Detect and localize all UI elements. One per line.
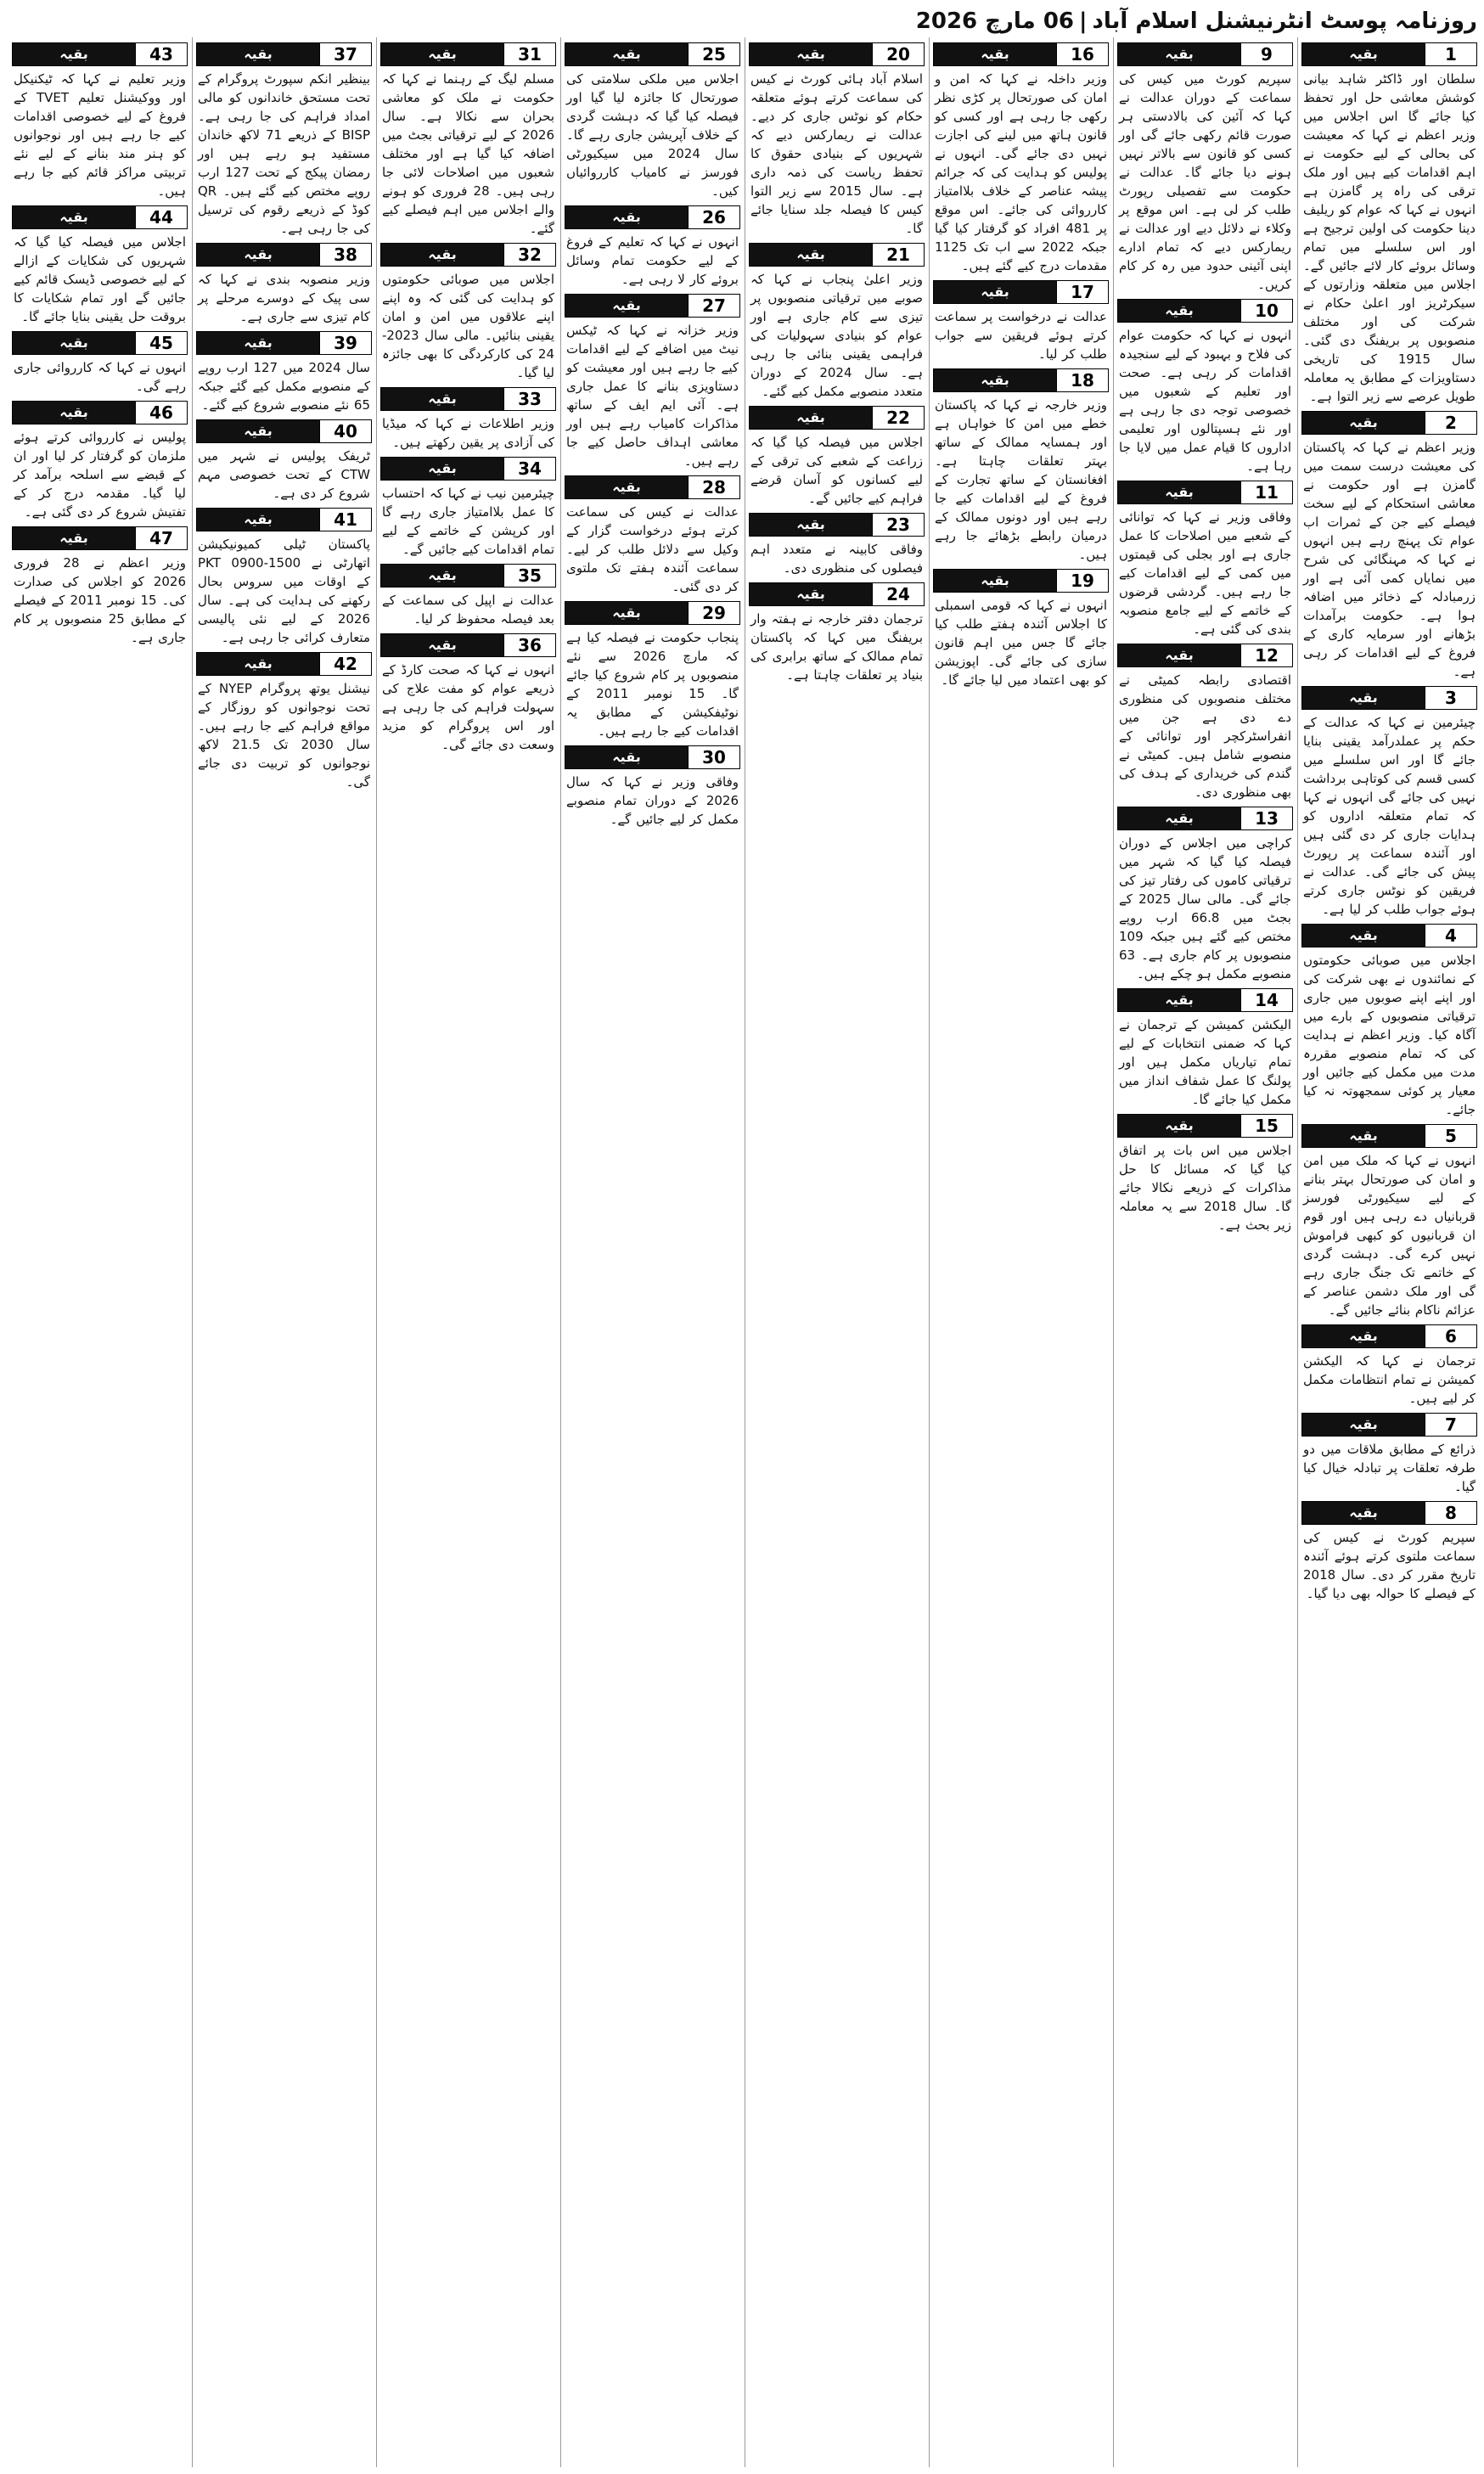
continuation-number: 10 <box>1240 300 1292 322</box>
continuation-label: بقیہ <box>381 634 503 656</box>
continuation-label: بقیہ <box>1302 1414 1425 1436</box>
article-text: سپریم کورٹ نے کیس کی سماعت ملتوی کرتے ہوئے آئندہ تاریخ مقرر کر دی۔ سال 2018 کے فیصلے کا حوالہ بھی دیا گیا۔ <box>1303 1530 1476 1601</box>
continuation-header <box>749 42 925 66</box>
article-text: سپریم کورٹ میں کیس کی سماعت کے دوران عدالت نے کہا کہ آئین کی بالادستی ہر صورت قائم رکھی جائے گی اور کسی کو قانون سے بالاتر نہیں ہونے دیا جائے گا۔ عدالت نے حکومت سے تفصیلی رپورٹ طلب کر لی ہے۔ اس موقع پر وکلاء نے دلائل دیے اور عدالت نے ریمارکس دیے کہ تمام ادارے اپنی آئینی حدود میں رہ کر کام کریں۔ <box>1119 71 1291 292</box>
continuation-label: بقیہ <box>13 206 135 228</box>
article-text: اجلاس میں اس بات پر اتفاق کیا گیا کہ مسائل کا حل مذاکرات کے ذریعے نکالا جائے گا۔ سال 2018 سے یہ معاملہ زیر بحث ہے۔ <box>1119 1143 1291 1233</box>
article-text: چیئرمین نے کہا کہ عدالت کے حکم پر عملدرآمد یقینی بنایا جائے گا اور اس سلسلے میں کسی قسم کی کوتاہی برداشت نہیں کی جائے گی انہوں نے کہا کہ تمام متعلقہ اداروں کو ہدایات جاری کر دی گئی ہیں اور آئندہ سماعت پر رپورٹ پیش کی جائے گی۔ عدالت نے فریقین کو نوٹس جاری کرتے ہوئے جواب طلب کر لیا ہے۔ <box>1303 715 1476 917</box>
continuation-header <box>1117 42 1293 66</box>
article-text: وزیر داخلہ نے کہا کہ امن و امان کی صورتحال پر کڑی نظر رکھی جا رہی ہے اور کسی کو قانون ہاتھ میں لینے کی اجازت نہیں دی جائے گی۔ انہوں نے پولیس کو ہدایت کی کہ جرائم پیشہ عناصر کے خلاف بلاامتیاز کارروائی کی جائے۔ اس موقع پر 481 افراد کو گرفتار کیا گیا جبکہ 2022 سے اب تک 1125 مقدمات درج کیے گئے ہیں۔ <box>935 71 1107 273</box>
column-1 <box>1301 37 1477 2467</box>
continuation-header <box>933 368 1109 392</box>
continuation-label: بقیہ <box>565 206 688 228</box>
continuation-label: بقیہ <box>1302 687 1425 709</box>
continuation-number: 3 <box>1425 687 1476 709</box>
continuation-number: 13 <box>1240 807 1292 829</box>
article-text: ترجمان نے کہا کہ الیکشن کمیشن نے تمام انتظامات مکمل کر لیے ہیں۔ <box>1303 1353 1476 1406</box>
paper-name: روزنامہ پوسٹ انٹرنیشنل اسلام آباد <box>1092 8 1477 34</box>
continuation-header <box>1301 42 1477 66</box>
continuation-header <box>749 582 925 606</box>
continuation-label: بقیہ <box>1118 807 1240 829</box>
article-text: سلطان اور ڈاکٹر شاہد بیانی کوشش معاشی حل اور تحفظ کیا جائے گا اس اجلاس میں وزیر اعظم نے کہا کہ معیشت کی بحالی کے لیے حکومت نے اہم اقدامات کیے ہیں اور ملک ترقی کی راہ پر گامزن ہے انہوں نے کہا کہ عوام کو ریلیف دینا حکومت کی اولین ترجیح ہے اور اس سلسلے میں تمام وسائل بروئے کار لائے جائیں گے۔ اجلاس میں متعلقہ وزارتوں کے سیکرٹریز اور اعلیٰ حکام نے شرکت کی اور مختلف منصوبوں پر بریفنگ دی گئی۔ سال 1915 کی تاریخی دستاویزات کے مطابق یہ معاملہ طویل عرصے سے زیر التوا ہے۔ <box>1303 71 1476 404</box>
continuation-number: 28 <box>688 476 739 498</box>
article-text: انہوں نے کہا کہ قومی اسمبلی کا اجلاس آئندہ ہفتے طلب کیا جائے گا جس میں اہم قانون سازی کی جائے گی۔ اپوزیشن کو بھی اعتماد میں لیا جائے گا۔ <box>935 598 1107 688</box>
continuation-number: 17 <box>1056 281 1108 303</box>
continuation-number: 14 <box>1240 989 1292 1011</box>
continuation-label: بقیہ <box>13 402 135 424</box>
article-text: عدالت نے اپیل کی سماعت کے بعد فیصلہ محفوظ کر لیا۔ <box>382 593 554 627</box>
article-text: الیکشن کمیشن کے ترجمان نے کہا کہ ضمنی انتخابات کے لیے تمام تیاریاں مکمل ہیں اور پولنگ کا عمل شفاف انداز میں مکمل کیا جائے گا۔ <box>1119 1017 1291 1107</box>
column-divider <box>929 37 930 2467</box>
continuation-label: بقیہ <box>381 43 503 65</box>
continuation-label: بقیہ <box>565 43 688 65</box>
article-text: انہوں نے کہا کہ تعلیم کے فروغ کے لیے حکومت تمام وسائل بروئے کار لا رہی ہے۔ <box>566 234 739 287</box>
continuation-header <box>196 652 372 676</box>
column-7 <box>196 37 372 2467</box>
continuation-number: 43 <box>135 43 187 65</box>
continuation-label: بقیہ <box>1302 412 1425 434</box>
continuation-label: بقیہ <box>197 509 319 531</box>
continuation-header <box>380 633 556 657</box>
continuation-number: 20 <box>872 43 924 65</box>
article-text: عدالت نے کیس کی سماعت کرتے ہوئے درخواست گزار کے وکیل سے دلائل طلب کر لیے۔ سماعت آئندہ ہفتے تک ملتوی کر دی گئی۔ <box>566 504 739 594</box>
continuation-header <box>749 243 925 267</box>
continuation-number: 42 <box>319 653 371 675</box>
continuation-number: 35 <box>503 565 555 587</box>
column-divider <box>376 37 377 2467</box>
article-text: اجلاس میں صوبائی حکومتوں کو ہدایت کی گئی کہ وہ اپنے اپنے علاقوں میں امن و امان یقینی بنائیں۔ مالی سال 2023-24 کی کارکردگی کا بھی جائزہ لیا گیا۔ <box>382 272 554 380</box>
continuation-label: بقیہ <box>1118 1115 1240 1137</box>
article-text: انہوں نے کہا کہ صحت کارڈ کے ذریعے عوام کو مفت علاج کی سہولت فراہم کی جا رہی ہے اور اس پروگرام کو مزید وسعت دی جائے گی۔ <box>382 662 554 752</box>
continuation-header <box>380 457 556 481</box>
continuation-header <box>1301 686 1477 710</box>
column-5 <box>565 37 740 2467</box>
article-text: بینظیر انکم سپورٹ پروگرام کے تحت مستحق خاندانوں کو مالی امداد فراہم کی جا رہی ہے۔ BISP کے ذریعے 71 لاکھ خاندان مستفید ہو رہے ہیں اور رمضان پیکج کے تحت 127 ارب روپے مختص کیے گئے ہیں۔ QR کوڈ کے ذریعے رقوم کی ترسیل کی جا رہی ہے۔ <box>198 71 370 236</box>
continuation-label: بقیہ <box>565 602 688 624</box>
continuation-header <box>196 243 372 267</box>
continuation-number: 2 <box>1425 412 1476 434</box>
continuation-header <box>380 243 556 267</box>
article-text: پاکستان ٹیلی کمیونیکیشن اتھارٹی نے PKT 0900-1500 کے اوقات میں سروس بحال رکھنے کی ہدایت کی ہے۔ سال 2026 کے لیے نئی پالیسی متعارف کرائی جا رہی ہے۔ <box>198 537 370 645</box>
continuation-label: بقیہ <box>1302 1125 1425 1147</box>
continuation-header <box>1301 1413 1477 1437</box>
column-3 <box>933 37 1109 2467</box>
continuation-number: 12 <box>1240 644 1292 666</box>
continuation-header <box>933 42 1109 66</box>
continuation-number: 15 <box>1240 1115 1292 1137</box>
continuation-number: 6 <box>1425 1325 1476 1347</box>
article-text: وزیر اعلیٰ پنجاب نے کہا کہ صوبے میں ترقیاتی منصوبوں پر تیزی سے کام جاری ہے اور عوام کو بنیادی سہولیات کی فراہمی یقینی بنائی جا رہی ہے۔ سال 2024 کے دوران متعدد منصوبے مکمل کیے گئے۔ <box>750 272 923 399</box>
article-text: اجلاس میں ملکی سلامتی کی صورتحال کا جائزہ لیا گیا اور فیصلہ کیا گیا کہ دہشت گردی کے خلاف آپریشن جاری رہے گا۔ سال 2024 میں سیکیورٹی فورسز نے کامیاب کارروائیاں کیں۔ <box>566 71 739 199</box>
article-text: وفاقی کابینہ نے متعدد اہم فیصلوں کی منظوری دی۔ <box>750 542 923 576</box>
continuation-number: 38 <box>319 244 371 266</box>
continuation-number: 26 <box>688 206 739 228</box>
continuation-number: 8 <box>1425 1502 1476 1524</box>
continuation-number: 21 <box>872 244 924 266</box>
continuation-label: بقیہ <box>1118 481 1240 503</box>
masthead: روزنامہ پوسٹ انٹرنیشنل اسلام آباد|06 مارچ 2026 <box>915 8 1477 34</box>
continuation-header <box>1117 1114 1293 1138</box>
continuation-label: بقیہ <box>565 746 688 768</box>
article-text: سال 2024 میں 127 ارب روپے کے منصوبے مکمل کیے گئے جبکہ 65 نئے منصوبے شروع کیے گئے۔ <box>198 360 371 413</box>
article-text: پولیس نے کارروائی کرتے ہوئے ملزمان کو گرفتار کر لیا اور ان کے قبضے سے اسلحہ برآمد کر لیا گیا۔ مقدمہ درج کر کے تفتیش شروع کر دی گئی ہے۔ <box>14 430 186 520</box>
continuation-number: 24 <box>872 583 924 605</box>
continuation-number: 11 <box>1240 481 1292 503</box>
continuation-header <box>565 745 740 769</box>
article-text: کراچی میں اجلاس کے دوران فیصلہ کیا گیا کہ شہر میں ترقیاتی کاموں کی رفتار تیز کی جائے گی۔ مالی سال 2025 کے بجٹ میں 66.8 ارب روپے مختص کیے گئے ہیں جبکہ 109 منصوبوں پر کام جاری ہے۔ 63 منصوبے مکمل ہو چکے ہیں۔ <box>1119 835 1292 981</box>
continuation-header <box>380 42 556 66</box>
continuation-label: بقیہ <box>934 281 1056 303</box>
article-text: اسلام آباد ہائی کورٹ نے کیس کی سماعت کرتے ہوئے متعلقہ حکام کو نوٹس جاری کر دیے۔ عدالت نے ریمارکس دیے کہ شہریوں کے بنیادی حقوق کا تحفظ ریاست کی ذمہ داری ہے۔ سال 2015 سے زیر التوا کیس کا فیصلہ جلد سنایا جائے گا۔ <box>750 71 923 236</box>
continuation-number: 4 <box>1425 925 1476 947</box>
continuation-number: 45 <box>135 332 187 354</box>
continuation-number: 33 <box>503 388 555 410</box>
continuation-label: بقیہ <box>934 369 1056 391</box>
continuation-label: بقیہ <box>1118 43 1240 65</box>
continuation-label: بقیہ <box>750 43 872 65</box>
article-text: انہوں نے کہا کہ حکومت عوام کی فلاح و بہبود کے لیے سنجیدہ اقدامات کر رہی ہے۔ صحت اور تعلیم کے شعبوں میں خصوصی توجہ دی جا رہی ہے اور نئے ہسپتالوں اور تعلیمی اداروں کا قیام عمل میں لایا جا رہا ہے۔ <box>1119 328 1291 474</box>
continuation-number: 27 <box>688 295 739 317</box>
continuation-label: بقیہ <box>1302 925 1425 947</box>
continuation-header <box>380 387 556 411</box>
continuation-header <box>1301 1501 1477 1525</box>
article-text: وزیر اعظم نے 28 فروری 2026 کو اجلاس کی صدارت کی۔ 15 نومبر 2011 کے فیصلے کے مطابق 25 منصوبوں پر کام جاری ہے۔ <box>14 555 187 645</box>
continuation-header <box>1301 1124 1477 1148</box>
continuation-header <box>196 331 372 355</box>
article-text: اجلاس میں صوبائی حکومتوں کے نمائندوں نے بھی شرکت کی اور اپنے اپنے صوبوں میں جاری ترقیاتی منصوبوں کے بارے میں آگاہ کیا۔ وزیر اعظم نے ہدایت کی کہ تمام منصوبے مقررہ مدت میں مکمل کیے جائیں اور معیار پر کوئی سمجھوتہ نہ کیا جائے۔ <box>1303 953 1476 1117</box>
continuation-header <box>565 294 740 318</box>
article-text: وفاقی وزیر نے کہا کہ توانائی کے شعبے میں اصلاحات کا عمل جاری ہے اور بجلی کی قیمتوں میں کمی کے لیے اقدامات کیے جا رہے ہیں۔ گردشی قرضوں کے خاتمے کے لیے جامع منصوبہ بندی کی گئی ہے۔ <box>1119 509 1291 637</box>
article-text: اجلاس میں فیصلہ کیا گیا کہ زراعت کے شعبے کی ترقی کے لیے کسانوں کو آسان قرضے فراہم کیے جائیں گے۔ <box>750 435 923 506</box>
continuation-header <box>12 401 188 425</box>
column-4 <box>749 37 925 2467</box>
issue-date: 06 مارچ 2026 <box>915 8 1074 34</box>
continuation-header <box>12 526 188 550</box>
continuation-label: بقیہ <box>1118 644 1240 666</box>
continuation-number: 18 <box>1056 369 1108 391</box>
continuation-header <box>380 564 556 588</box>
article-text: ذرائع کے مطابق ملاقات میں دو طرفہ تعلقات پر تبادلہ خیال کیا گیا۔ <box>1303 1442 1476 1494</box>
column-divider <box>1113 37 1114 2467</box>
article-text: انہوں نے کہا کہ ملک میں امن و امان کی صورتحال بہتر بنانے کے لیے سیکیورٹی فورسز قربانیاں دے رہی ہیں اور قوم ان قربانیوں کو کبھی فراموش نہیں کرے گی۔ دہشت گردی کے خاتمے تک جنگ جاری رہے گی اور ملک دشمن عناصر کے عزائم ناکام بنائے جائیں گے۔ <box>1303 1153 1476 1318</box>
continuation-header <box>1117 988 1293 1012</box>
column-divider <box>192 37 193 2467</box>
continuation-number: 25 <box>688 43 739 65</box>
continuation-header <box>565 42 740 66</box>
continuation-label: بقیہ <box>750 244 872 266</box>
continuation-label: بقیہ <box>750 514 872 536</box>
continuation-label: بقیہ <box>934 570 1056 592</box>
article-text: وزیر خزانہ نے کہا کہ ٹیکس نیٹ میں اضافے کے لیے اقدامات کیے جا رہے ہیں اور معیشت کو دستاویزی بنانے کا عمل جاری ہے۔ آئی ایم ایف کے ساتھ مذاکرات کامیاب رہے ہیں اور معاشی اہداف حاصل کیے جا رہے ہیں۔ <box>566 323 739 469</box>
continuation-number: 1 <box>1425 43 1476 65</box>
continuation-header <box>1117 299 1293 323</box>
continuation-label: بقیہ <box>197 420 319 442</box>
column-8 <box>12 37 188 2467</box>
continuation-label: بقیہ <box>197 244 319 266</box>
continuation-label: بقیہ <box>1302 1325 1425 1347</box>
continuation-header <box>12 331 188 355</box>
continuation-number: 36 <box>503 634 555 656</box>
continuation-label: بقیہ <box>750 407 872 429</box>
continuation-header <box>12 42 188 66</box>
continuation-number: 46 <box>135 402 187 424</box>
continuation-label: بقیہ <box>13 527 135 549</box>
continuation-number: 29 <box>688 602 739 624</box>
continuation-label: بقیہ <box>381 565 503 587</box>
column-divider <box>560 37 561 2467</box>
article-text: اجلاس میں فیصلہ کیا گیا کہ شہریوں کی شکایات کے ازالے کے لیے خصوصی ڈیسک قائم کیے جائیں گے اور تمام شکایات کا بروقت حل یقینی بنایا جائے گا۔ <box>14 234 186 324</box>
article-text: ٹریفک پولیس نے شہر میں CTW کے تحت خصوصی مہم شروع کر دی ہے۔ <box>198 448 370 501</box>
continuation-number: 34 <box>503 458 555 480</box>
article-text: اقتصادی رابطہ کمیٹی نے مختلف منصوبوں کی منظوری دے دی ہے جن میں انفراسٹرکچر اور توانائی کے منصوبے شامل ہیں۔ کمیٹی نے گندم کی خریداری کے ہدف کی بھی منظوری دی۔ <box>1119 672 1291 800</box>
continuation-header <box>1301 1324 1477 1348</box>
continuation-number: 16 <box>1056 43 1108 65</box>
continuation-label: بقیہ <box>1302 43 1425 65</box>
column-6 <box>380 37 556 2467</box>
continuation-number: 31 <box>503 43 555 65</box>
continuation-label: بقیہ <box>13 43 135 65</box>
continuation-number: 22 <box>872 407 924 429</box>
continuation-label: بقیہ <box>750 583 872 605</box>
continuation-number: 19 <box>1056 570 1108 592</box>
continuation-number: 9 <box>1240 43 1292 65</box>
article-text: نیشنل یوتھ پروگرام NYEP کے تحت نوجوانوں کو روزگار کے مواقع فراہم کیے جا رہے ہیں۔ سال 2030 تک 21.5 لاکھ نوجوانوں کو تربیت دی جائے گی۔ <box>198 681 371 790</box>
article-text: انہوں نے کہا کہ کارروائی جاری رہے گی۔ <box>14 360 186 394</box>
continuation-number: 30 <box>688 746 739 768</box>
continuation-number: 7 <box>1425 1414 1476 1436</box>
column-divider <box>1297 37 1298 2467</box>
article-text: وزیر تعلیم نے کہا کہ ٹیکنیکل اور ووکیشنل تعلیم TVET کے فروغ کے لیے خصوصی اقدامات کیے جا رہے ہیں اور نوجوانوں کو ہنر مند بنانے کے لیے نئے تربیتی مراکز قائم کیے جا رہے ہیں۔ <box>14 71 186 199</box>
continuation-label: بقیہ <box>1118 300 1240 322</box>
continuation-number: 32 <box>503 244 555 266</box>
continuation-header <box>196 419 372 443</box>
continuation-header <box>565 475 740 499</box>
continuation-label: بقیہ <box>197 43 319 65</box>
continuation-header <box>749 513 925 537</box>
continuation-label: بقیہ <box>934 43 1056 65</box>
continuation-number: 5 <box>1425 1125 1476 1147</box>
continuation-label: بقیہ <box>565 295 688 317</box>
article-text: وزیر اعظم نے کہا کہ پاکستان کی معیشت درست سمت میں گامزن ہے اور حکومت نے معاشی استحکام کے لیے سخت فیصلے کیے جن کے ثمرات اب عوام تک پہنچ رہے ہیں انہوں نے کہا کہ مہنگائی کی شرح میں نمایاں کمی آئی ہے اور زرمبادلہ کے ذخائر میں اضافہ ہوا ہے۔ حکومت برآمدات بڑھانے اور سرمایہ کاری کے فروغ کے لیے اقدامات کر رہی ہے۔ <box>1303 440 1476 679</box>
continuation-number: 37 <box>319 43 371 65</box>
continuation-number: 40 <box>319 420 371 442</box>
article-text: چیئرمین نیب نے کہا کہ احتساب کا عمل بلاامتیاز جاری رہے گا اور کرپشن کے خاتمے کے لیے تمام اقدامات کیے جائیں گے۔ <box>382 486 554 557</box>
continuation-header <box>1117 644 1293 667</box>
continuation-label: بقیہ <box>197 332 319 354</box>
continuation-label: بقیہ <box>1302 1502 1425 1524</box>
continuation-number: 47 <box>135 527 187 549</box>
continuation-header <box>1301 924 1477 947</box>
continuation-header <box>1301 411 1477 435</box>
continuation-header <box>12 205 188 229</box>
continuation-number: 39 <box>319 332 371 354</box>
continuation-header <box>565 601 740 625</box>
continuation-label: بقیہ <box>1118 989 1240 1011</box>
continuation-header <box>1117 481 1293 504</box>
article-text: مسلم لیگ کے رہنما نے کہا کہ حکومت نے ملک کو معاشی بحران سے نکالا ہے۔ سال 2026 کے لیے ترقیاتی بجٹ میں اضافہ کیا گیا ہے اور مختلف شعبوں میں اصلاحات لائی جا رہی ہیں۔ 28 فروری کو ہونے والے اجلاس میں اہم فیصلے کیے گئے۔ <box>382 71 554 236</box>
continuation-header <box>933 280 1109 304</box>
continuation-label: بقیہ <box>565 476 688 498</box>
continuation-label: بقیہ <box>381 388 503 410</box>
continuation-label: بقیہ <box>13 332 135 354</box>
continuation-label: بقیہ <box>197 653 319 675</box>
continuation-label: بقیہ <box>381 244 503 266</box>
article-text: وزیر اطلاعات نے کہا کہ میڈیا کی آزادی پر یقین رکھتے ہیں۔ <box>382 416 554 450</box>
article-text: ترجمان دفتر خارجہ نے ہفتہ وار بریفنگ میں کہا کہ پاکستان تمام ممالک کے ساتھ برابری کی بنیاد پر تعلقات چاہتا ہے۔ <box>750 611 923 683</box>
article-text: پنجاب حکومت نے فیصلہ کیا ہے کہ مارچ 2026 سے نئے منصوبوں پر کام شروع کیا جائے گا۔ 15 نومبر 2011 کے نوٹیفکیشن کے مطابق یہ اقدامات کیے جا رہے ہیں۔ <box>566 630 739 739</box>
column-2 <box>1117 37 1293 2467</box>
continuation-header <box>565 205 740 229</box>
continuation-header <box>1117 807 1293 830</box>
continuation-number: 44 <box>135 206 187 228</box>
continuation-number: 23 <box>872 514 924 536</box>
article-text: وزیر خارجہ نے کہا کہ پاکستان خطے میں امن کا خواہاں ہے اور ہمسایہ ممالک کے ساتھ بہتر تعلقات چاہتا ہے۔ افغانستان کے ساتھ تجارت کے فروغ کے لیے اقدامات کیے جا رہے ہیں اور دونوں ممالک کے درمیان رابطے بڑھائے جا رہے ہیں۔ <box>935 397 1107 562</box>
continuation-header <box>196 42 372 66</box>
article-text: وفاقی وزیر نے کہا کہ سال 2026 کے دوران تمام منصوبے مکمل کر لیے جائیں گے۔ <box>566 774 739 827</box>
continuation-label: بقیہ <box>381 458 503 480</box>
continuation-number: 41 <box>319 509 371 531</box>
continuation-header <box>933 569 1109 593</box>
continuation-header <box>196 508 372 531</box>
article-text: وزیر منصوبہ بندی نے کہا کہ سی پیک کے دوسرے مرحلے پر کام تیزی سے جاری ہے۔ <box>198 272 370 324</box>
article-text: عدالت نے درخواست پر سماعت کرتے ہوئے فریقین سے جواب طلب کر لیا۔ <box>935 309 1107 362</box>
continuation-header <box>749 406 925 430</box>
